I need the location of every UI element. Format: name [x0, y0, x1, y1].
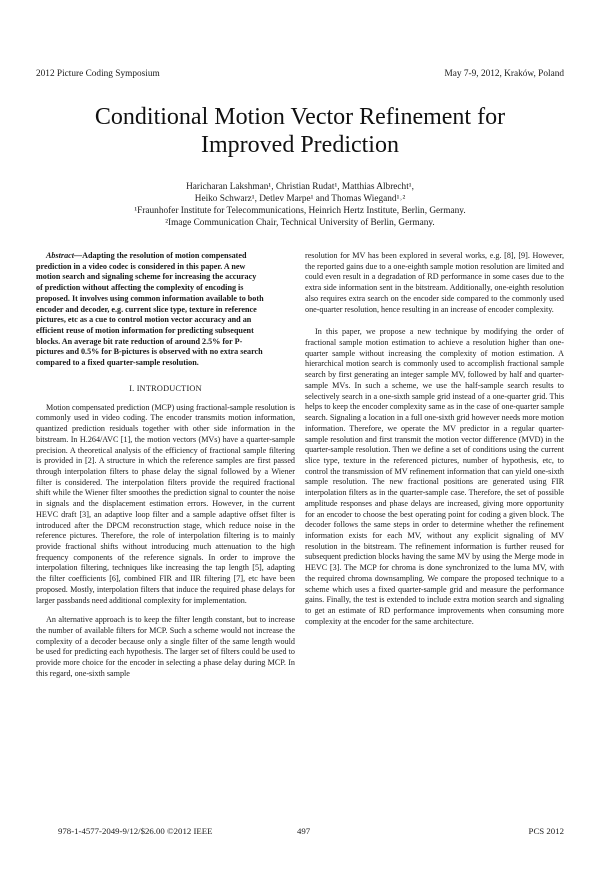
abstract-line: pictures and 0.5% for B-pictures is observed with no extra search [36, 347, 263, 357]
author-block [60, 181, 540, 229]
body-paragraph: resolution for MV has been explored in several works, e.g. [8], [9]. However, the reported gains due to a one-eighth sample motion resolution are limited and could even result in a degradation of RD performance in some cases due to the extra side information sent in the bitstream. Additionally, one-eighth resolution also requires extra search on the encoder side compared to the commonly used one-quarter resolution, hence resulting in an increase of encoder complexity. [305, 251, 564, 314]
abstract-line: proposed. It involves using common information available to both [36, 293, 264, 303]
header-date-location: May 7-9, 2012, Kraków, Poland [444, 69, 564, 79]
abstract [36, 251, 295, 369]
abstract-line: Abstract—Adapting the resolution of motion compensated [46, 251, 247, 260]
section-heading-introduction: I. INTRODUCTION [129, 383, 202, 393]
abstract-line: compared to a fixed quarter-sample resolution. [36, 358, 199, 368]
affiliation-2: ²Image Communication Chair, Technical University of Berlin, Germany. [165, 218, 435, 228]
footer-venue: PCS 2012 [528, 826, 564, 836]
authors-line-1: Haricharan Lakshman¹, Christian Rudat¹, Matthias Albrecht¹, [186, 182, 414, 192]
body-paragraph: Motion compensated prediction (MCP) using fractional-sample resolution is commonly used in video coding. The encoder transmits motion information, quantized prediction residuals together with other side information in the bitstream. In H.264/AVC [1], the motion vectors (MVs) have a quarter-sample precision. A theoretical analysis of the efficiency of fractional sample filtering is provided in [2]. A structure in which the reference samples are first passed through interpolation filters to phase delay the signal followed by a Wiener filter is considered. The interpolation filters provide the required fractional shift while the Wiener filter smoothes the prediction signal to counter the noise in signals and the displacement estimation errors. However, in the current HEVC draft [3], an adaptive loop filter and a sample adaptive offset filter is introduced after the DPCM reconstruction stage, which reduce noise in the reference pictures. Therefore, the role of interpolation filtering is to mainly provide fractional shifts without introducing much attenuation to the high frequency components of the reference signals. In order to improve the interpolation filtering, techniques like increasing the tap length [5], adapting the filter coefficients [6], combined FIR and IIR filtering [7], etc have been proposed. Mostly, interpolation filters that induce the required phase delays for larger passbands need additional complexity for implementation. [36, 402, 295, 605]
abstract-body [36, 262, 295, 369]
abstract-line: of prediction without affecting the complexity of encoding is [36, 283, 244, 293]
page-number: 497 [297, 826, 311, 836]
abstract-line: pictures, etc as a cue to control motion vector accuracy and an [36, 315, 252, 325]
abstract-line: prediction in a video codec is considered in this paper. A new [36, 261, 246, 271]
title-line-2: Improved Prediction [201, 132, 399, 158]
abstract-label: Abstract— [46, 251, 83, 260]
right-column [305, 251, 564, 627]
footer-isbn-copyright: 978-1-4577-2049-9/12/$26.00 ©2012 IEEE [58, 826, 213, 836]
affiliation-1: ¹Fraunhofer Institute for Telecommunications, Heinrich Hertz Institute, Berlin, Germany. [134, 206, 466, 216]
body-paragraph: An alternative approach is to keep the filter length constant, but to increase the number of available filters for MCP. Such a scheme would not increase the complexity of a decoder because only a single filter of the same length would be used for predicting each hypothesis. The larger set of filters could be used to provide more choice for the encoder in selecting a phase delay during MCP. In this regard, one-sixth sample [36, 615, 295, 678]
abstract-line: motion search and signaling scheme for increasing the accuracy [36, 272, 257, 282]
left-column [36, 251, 295, 680]
header-conference: 2012 Picture Coding Symposium [36, 69, 160, 79]
authors-line-2: Heiko Schwarz¹, Detlev Marpe¹ and Thomas Wiegand¹˒² [194, 194, 406, 204]
abstract-line: encoder and decoder, e.g. current slice type, texture in reference [36, 304, 257, 314]
title-line-1: Conditional Motion Vector Refinement for [94, 104, 506, 130]
abstract-line: blocks. An average bit rate reduction of around 2.5% for P- [36, 336, 243, 346]
paper-title [40, 103, 560, 159]
body-paragraph: In this paper, we propose a new technique by modifying the order of fractional sample motion estimation to achieve a resolution higher than one-quarter sample without increasing the complexity of motion estimation. A hierarchical motion search is commonly used to accomplish fractional sample search by first generating an integer sample MV, followed by half and quarter-sample MVs. In such a scheme, we use the half-sample search results to selectively search in a one-sixth sample grid instead of a one-quarter grid. This helps to keep the encoder complexity same as in the case of one-quarter sample search. Signaling a location in a full one-sixth grid however needs more motion information. Therefore, we operate the MV predictor in a regular quarter-sample resolution and first transmit the motion vector difference (MVD) in the quarter-sample resolution. Then we define a set of conditions using the current slice type, texture in the referenced pictures, number of hypothesis, etc, to control the transmission of MV refinement information that can yield one-sixth sample resolution. The new fractional positions are generated using FIR interpolation filters as in the quarter-sample case. Therefore, the set of possible amplitude responses and phase delays are increased, giving more opportunity for an encoder to choose the best operating point for coding a given block. The decoder follows the same steps in order to determine whether the refinement information exists for each MV, without any explicit signaling of MV resolution in the bitstream. The refinement information is further reused for subsequent prediction blocks having the same MV by using the Merge mode in HEVC [3]. The MCP for chroma is done synchronized to the luma MV, with the required chroma downsampling. We compare the proposed technique to a scheme which uses a fixed quarter-sample grid and measure the performance gains. Finally, the test is extended to include extra motion search and signaling to get an estimate of RD performance improvements when consuming more complexity at the encoder for the same architecture. [305, 327, 564, 626]
abstract-line: efficient reuse of motion information for predicting subsequent [36, 326, 254, 336]
